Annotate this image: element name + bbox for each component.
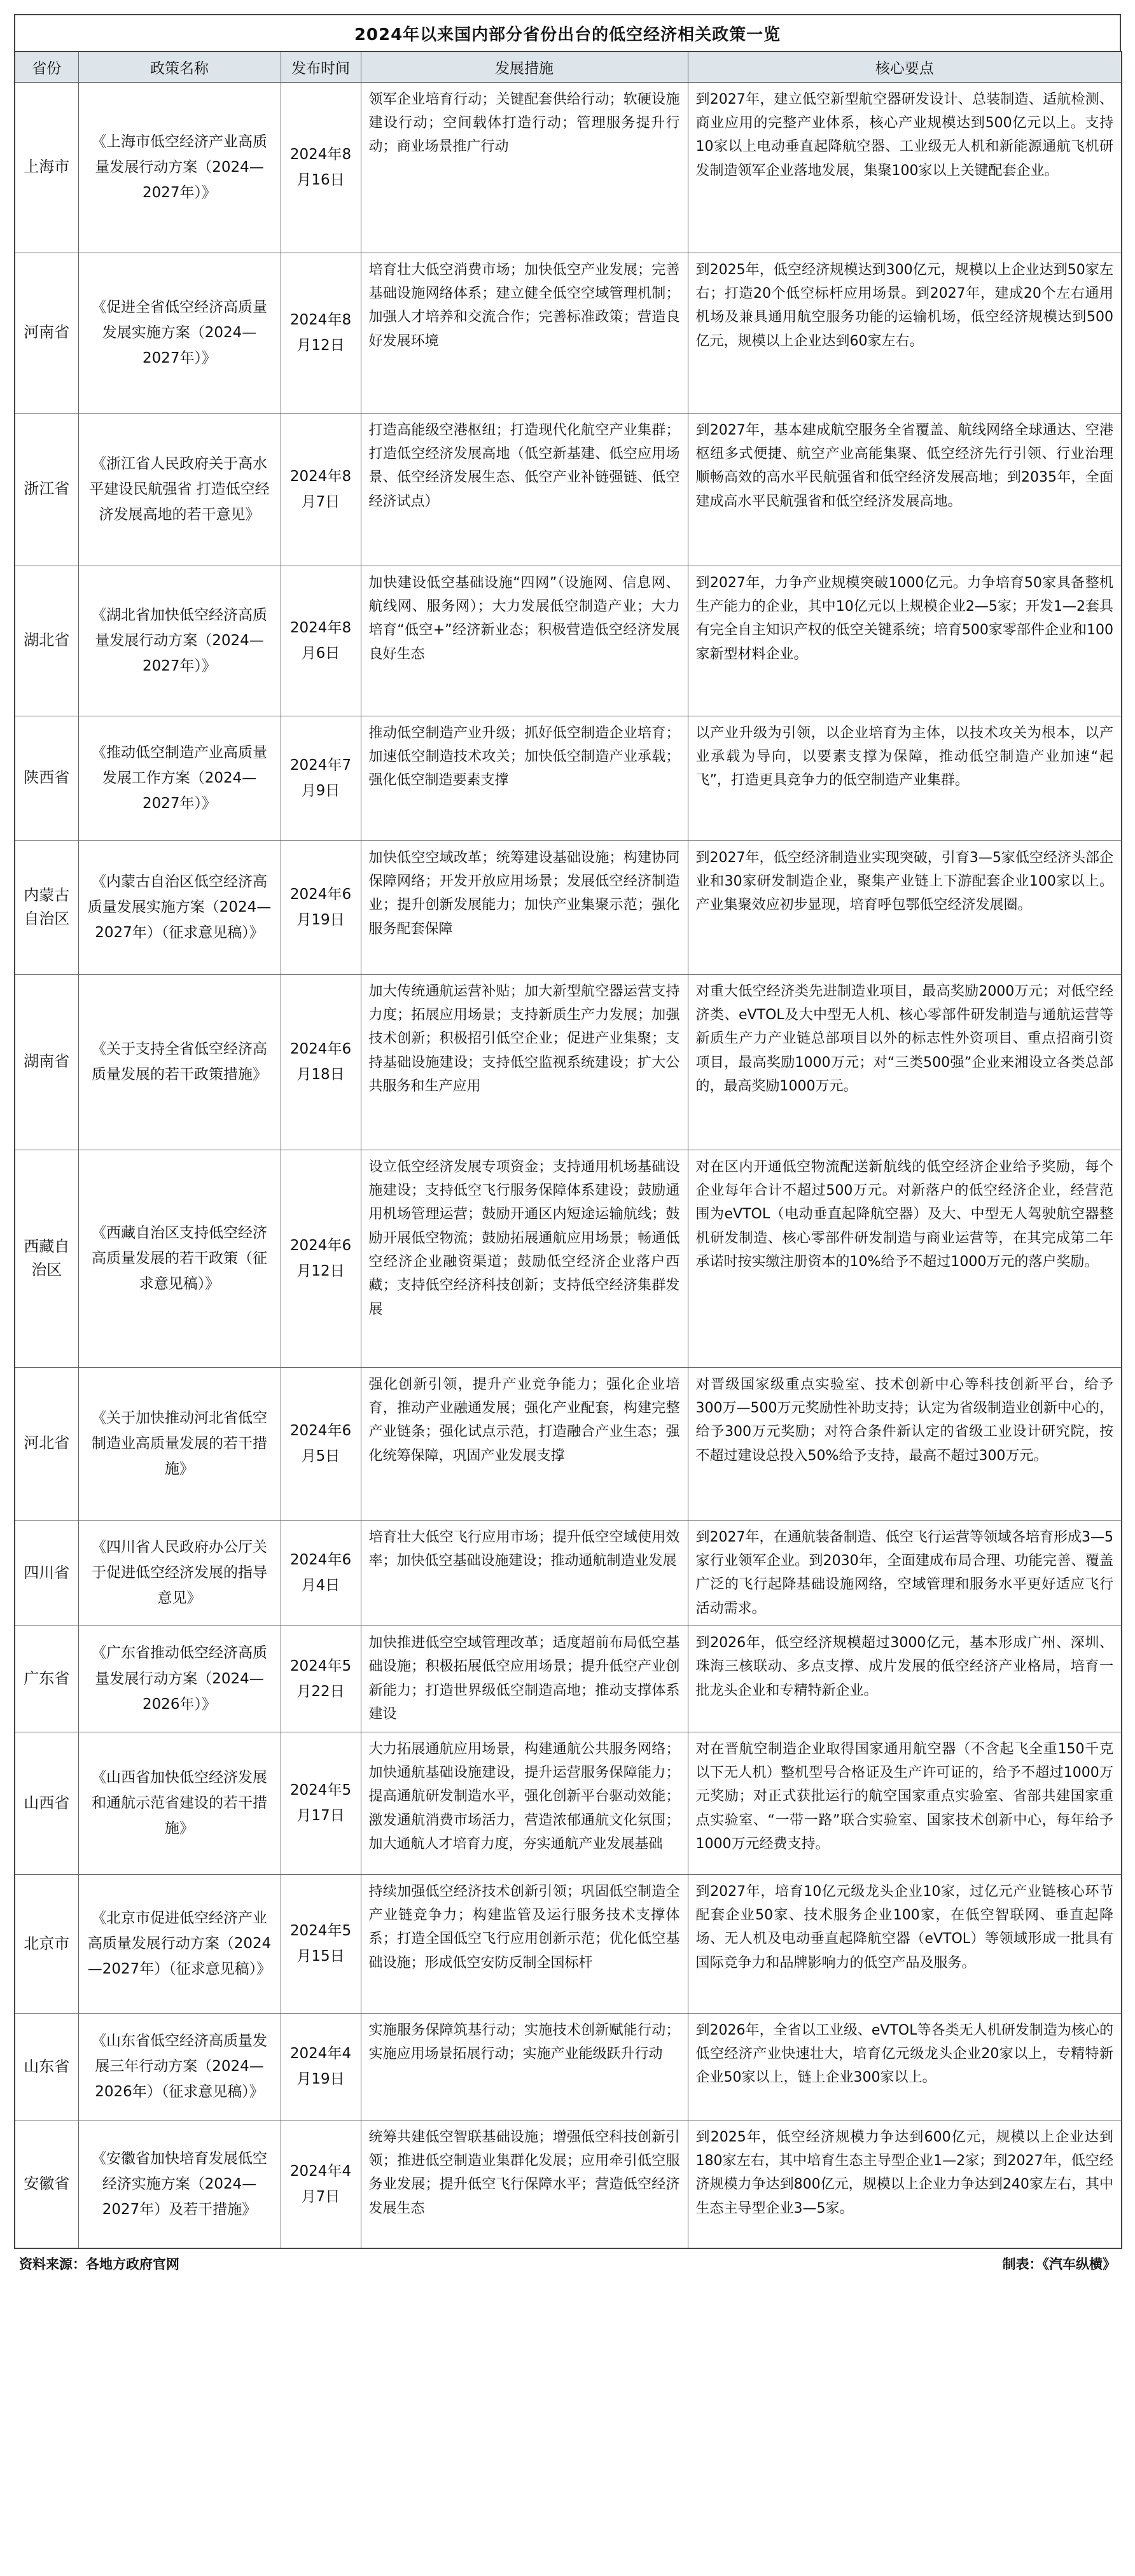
key-points-cell: 到2027年，低空经济制造业实现突破，引育3—5家低空经济头部企业和30家研发制造企业，聚集产业链上下游配套企业100家以上。产业集聚效应初步显现，培育呼包鄂低空经济发展圈。 [688,840,1122,974]
measures-cell: 加快建设低空基础设施“四网”（设施网、信息网、航线网、服务网）；大力发展低空制造产业；大力培育“低空+”经济新业态；积极营造低空经济发展良好生态 [361,566,688,716]
measures-cell: 培育壮大低空飞行应用市场；提升低空空域使用效率；加快低空基础设施建设；推动通航制造业发展 [361,1520,688,1626]
policy-name-cell: 《浙江省人民政府关于高水平建设民航强省 打造低空经济发展高地的若干意见》 [78,413,281,566]
release-date-cell: 2024年5月15日 [281,1874,361,2013]
measures-cell: 实施服务保障筑基行动；实施技术创新赋能行动；实施应用场景拓展行动；实施产业能级跃升行动 [361,2013,688,2120]
release-date-cell: 2024年4月19日 [281,2013,361,2120]
release-date-cell: 2024年7月9日 [281,716,361,840]
release-date-cell: 2024年6月4日 [281,1520,361,1626]
measures-cell: 领军企业培育行动；关键配套供给行动；软硬设施建设行动；空间载体打造行动；管理服务提升行动；商业场景推广行动 [361,82,688,253]
key-points-cell: 对在区内开通低空物流配送新航线的低空经济企业给予奖励，每个企业每年合计不超过500万元。对新落户的低空经济企业，经营范围为eVTOL（电动垂直起降航空器）及大、中型无人驾驶航空器整机研发制造、核心零部件研发制造与商业运营等，在其完成第二年承诺时按实缴注册资本的10%给予不超过1000万元的落户奖励。 [688,1150,1122,1367]
table-row [15,2120,1122,2248]
policy-name-cell: 《上海市低空经济产业高质量发展行动方案（2024—2027年）》 [78,82,281,253]
policy-name-cell: 《山东省低空经济高质量发展三年行动方案（2024—2026年）（征求意见稿）》 [78,2013,281,2120]
policy-table [14,51,1122,2249]
policy-name-cell: 《内蒙古自治区低空经济高质量发展实施方案（2024—2027年）（征求意见稿）》 [78,840,281,974]
measures-cell: 推动低空制造产业升级；抓好低空制造企业培育；加速低空制造技术攻关；加快低空制造产业承载；强化低空制造要素支撑 [361,716,688,840]
release-date-cell: 2024年4月7日 [281,2120,361,2248]
key-points-cell: 到2027年，基本建成航空服务全省覆盖、航线网络全球通达、空港枢纽多式便捷、航空产业高能集聚、低空经济先行引领、行业治理顺畅高效的高水平民航强省和低空经济发展高地；到2035年，全面建成高水平民航强省和低空经济发展高地。 [688,413,1122,566]
table-row [15,716,1122,840]
province-cell: 浙江省 [15,413,78,566]
release-date-cell: 2024年6月12日 [281,1150,361,1367]
province-cell: 北京市 [15,1874,78,2013]
key-points-cell: 到2027年，在通航装备制造、低空飞行运营等领域各培育形成3—5家行业领军企业。到2030年，全面建成布局合理、功能完善、覆盖广泛的飞行起降基础设施网络，空域管理和服务水平更好适应飞行活动需求。 [688,1520,1122,1626]
header-key-points: 核心要点 [688,52,1122,82]
table-footer [14,2249,1121,2278]
maker-note: 制表：《汽车纵横》 [1002,2256,1116,2273]
province-cell: 陕西省 [15,716,78,840]
key-points-cell: 到2025年，低空经济规模力争达到600亿元，规模以上企业达到180家左右，其中培育生态主导型企业1—2家；到2027年，低空经济规模力争达到800亿元，规模以上企业力争达到240家左右，其中生态主导型企业3—5家。 [688,2120,1122,2248]
release-date-cell: 2024年5月17日 [281,1732,361,1874]
measures-cell: 打造高能级空港枢纽；打造现代化航空产业集群；打造低空经济发展高地（低空新基建、低空应用场景、低空经济发展生态、低空产业补链强链、低空经济试点） [361,413,688,566]
release-date-cell: 2024年6月18日 [281,974,361,1150]
province-cell: 四川省 [15,1520,78,1626]
key-points-cell: 到2027年，建立低空新型航空器研发设计、总装制造、适航检测、商业应用的完整产业体系，核心产业规模达到500亿元以上。支持10家以上电动垂直起降航空器、工业级无人机和新能源通航飞机研发制造领军企业落地发展，集聚100家以上关键配套企业。 [688,82,1122,253]
measures-cell: 加快低空空域改革；统筹建设基础设施；构建协同保障网络；开发开放应用场景；发展低空经济制造业；提升创新发展能力；加快产业集聚示范；强化服务配套保障 [361,840,688,974]
release-date-cell: 2024年6月5日 [281,1367,361,1520]
province-cell: 上海市 [15,82,78,253]
policy-name-cell: 《关于加快推动河北省低空制造业高质量发展的若干措施》 [78,1367,281,1520]
province-cell: 河南省 [15,253,78,413]
table-row [15,974,1122,1150]
table-row [15,253,1122,413]
province-cell: 山西省 [15,1732,78,1874]
measures-cell: 强化创新引领，提升产业竞争能力；强化企业培育，推动产业融通发展；强化产业配套，构建完整产业链条；强化试点示范，打造融合产业生态；强化统筹保障，巩固产业发展支撑 [361,1367,688,1520]
measures-cell: 统筹共建低空智联基础设施；增强低空科技创新引领；推进低空制造业集群化发展；应用牵引低空服务业发展；提升低空飞行保障水平；营造低空经济发展生态 [361,2120,688,2248]
key-points-cell: 到2027年，力争产业规模突破1000亿元。力争培育50家具备整机生产能力的企业，其中10亿元以上规模企业2—5家；开发1—2套具有完全自主知识产权的低空关键系统；培育500家零部件企业和100家新型材料企业。 [688,566,1122,716]
measures-cell: 加快推进低空空域管理改革；适度超前布局低空基础设施；积极拓展低空应用场景；提升低空产业创新能力；打造世界级低空制造高地；推动支撑体系建设 [361,1626,688,1732]
table-row [15,1732,1122,1874]
province-cell: 安徽省 [15,2120,78,2248]
header-policy-name: 政策名称 [78,52,281,82]
table-row [15,1626,1122,1732]
key-points-cell: 到2025年，低空经济规模达到300亿元，规模以上企业达到50家左右；打造20个低空标杆应用场景。到2027年，建成20个左右通用机场及兼具通用航空服务功能的运输机场，低空经济规模达到500亿元，规模以上企业达到60家左右。 [688,253,1122,413]
policy-name-cell: 《推动低空制造产业高质量发展工作方案（2024—2027年）》 [78,716,281,840]
table-row [15,840,1122,974]
table-title: 2024年以来国内部分省份出台的低空经济相关政策一览 [14,14,1121,51]
province-cell: 湖北省 [15,566,78,716]
key-points-cell: 对在晋航空制造企业取得国家通用航空器（不含起飞全重150千克以下无人机）整机型号合格证及生产许可证的，给予不超过1000万元奖励；对正式获批运行的航空国家重点实验室、省部共建国家重点实验室、“一带一路”联合实验室、国家技术创新中心，每年给予1000万元经费支持。 [688,1732,1122,1874]
release-date-cell: 2024年5月22日 [281,1626,361,1732]
table-row [15,1150,1122,1367]
key-points-cell: 对重大低空经济类先进制造业项目，最高奖励2000万元；对低空经济类、eVTOL及大中型无人机、核心零部件研发制造与通航运营等新质生产力产业链总部项目以外的标志性外资项目、重点招商引资项目，最高奖励1000万元；对“三类500强”企业来湘设立各类总部的，最高奖励1000万元。 [688,974,1122,1150]
policy-name-cell: 《山西省加快低空经济发展和通航示范省建设的若干措施》 [78,1732,281,1874]
measures-cell: 大力拓展通航应用场景，构建通航公共服务网络；加快通航基础设施建设，提升运营服务保障能力；提高通航研发制造水平，强化创新平台驱动效能；激发通航消费市场活力，营造浓郁通航文化氛围；加大通航人才培育力度，夯实通航产业发展基础 [361,1732,688,1874]
release-date-cell: 2024年8月12日 [281,253,361,413]
table-row [15,82,1122,253]
policy-name-cell: 《关于支持全省低空经济高质量发展的若干政策措施》 [78,974,281,1150]
province-cell: 广东省 [15,1626,78,1732]
policy-name-cell: 《北京市促进低空经济产业高质量发展行动方案（2024—2027年）（征求意见稿）》 [78,1874,281,2013]
table-row [15,1367,1122,1520]
province-cell: 内蒙古自治区 [15,840,78,974]
release-date-cell: 2024年6月19日 [281,840,361,974]
policy-table-page [14,14,1121,2562]
policy-name-cell: 《安徽省加快培育发展低空经济实施方案（2024—2027年）及若干措施》 [78,2120,281,2248]
policy-name-cell: 《四川省人民政府办公厅关于促进低空经济发展的指导意见》 [78,1520,281,1626]
key-points-cell: 以产业升级为引领，以企业培育为主体，以技术攻关为根本，以产业承载为导向，以要素支撑为保障，推动低空制造产业加速“起飞”，打造更具竞争力的低空制造产业集群。 [688,716,1122,840]
province-cell: 河北省 [15,1367,78,1520]
table-row [15,1874,1122,2013]
table-row [15,2013,1122,2120]
measures-cell: 加大传统通航运营补贴；加大新型航空器运营支持力度；拓展应用场景；支持新质生产力发展；加强技术创新；积极招引低空企业；促进产业集聚；支持基础设施建设；支持低空监视系统建设；扩大公共服务和生产应用 [361,974,688,1150]
province-cell: 湖南省 [15,974,78,1150]
policy-name-cell: 《西藏自治区支持低空经济高质量发展的若干政策（征求意见稿）》 [78,1150,281,1367]
source-note: 资料来源：各地方政府官网 [19,2256,179,2273]
policy-name-cell: 《促进全省低空经济高质量发展实施方案（2024—2027年）》 [78,253,281,413]
header-province: 省份 [15,52,78,82]
measures-cell: 培育壮大低空消费市场；加快低空产业发展；完善基础设施网络体系；建立健全低空空域管理机制；加强人才培养和交流合作；完善标准政策；营造良好发展环境 [361,253,688,413]
policy-name-cell: 《广东省推动低空经济高质量发展行动方案（2024—2026年）》 [78,1626,281,1732]
header-release-date: 发布时间 [281,52,361,82]
key-points-cell: 到2027年，培育10亿元级龙头企业10家，过亿元产业链核心环节配套企业50家、技术服务企业100家，在低空智联网、垂直起降场、无人机及电动垂直起降航空器（eVTOL）等领域形成一批具有国际竞争力和品牌影响力的低空产品及服务。 [688,1874,1122,2013]
policy-name-cell: 《湖北省加快低空经济高质量发展行动方案（2024—2027年）》 [78,566,281,716]
table-row [15,413,1122,566]
header-measures: 发展措施 [361,52,688,82]
release-date-cell: 2024年8月16日 [281,82,361,253]
province-cell: 山东省 [15,2013,78,2120]
measures-cell: 持续加强低空经济技术创新引领；巩固低空制造全产业链竞争力；构建监管及运行服务技术支撑体系；打造全国低空飞行应用创新示范；优化低空基础设施；形成低空安防反制全国标杆 [361,1874,688,2013]
key-points-cell: 到2026年，全省以工业级、eVTOL等各类无人机研发制造为核心的低空经济产业快速壮大，培育亿元级龙头企业20家以上，专精特新企业50家以上，链上企业300家以上。 [688,2013,1122,2120]
key-points-cell: 到2026年，低空经济规模超过3000亿元，基本形成广州、深圳、珠海三核联动、多点支撑、成片发展的低空经济产业格局，培育一批龙头企业和专精特新企业。 [688,1626,1122,1732]
key-points-cell: 对晋级国家级重点实验室、技术创新中心等科技创新平台，给予300万—500万元奖励性补助支持；认定为省级制造业创新中心的，给予300万元奖励；对符合条件新认定的省级工业设计研究院，按不超过建设总投入50%给予支持，最高不超过300万元。 [688,1367,1122,1520]
measures-cell: 设立低空经济发展专项资金；支持通用机场基础设施建设；支持低空飞行服务保障体系建设；鼓励通用机场管理运营；鼓励开通区内短途运输航线；鼓励开展低空物流；鼓励拓展通航应用场景；畅通低空经济企业融资渠道；鼓励低空经济企业落户西藏；支持低空经济科技创新；支持低空经济集群发展 [361,1150,688,1367]
release-date-cell: 2024年8月6日 [281,566,361,716]
province-cell: 西藏自治区 [15,1150,78,1367]
table-row [15,566,1122,716]
table-header-row [15,52,1122,82]
table-row [15,1520,1122,1626]
release-date-cell: 2024年8月7日 [281,413,361,566]
